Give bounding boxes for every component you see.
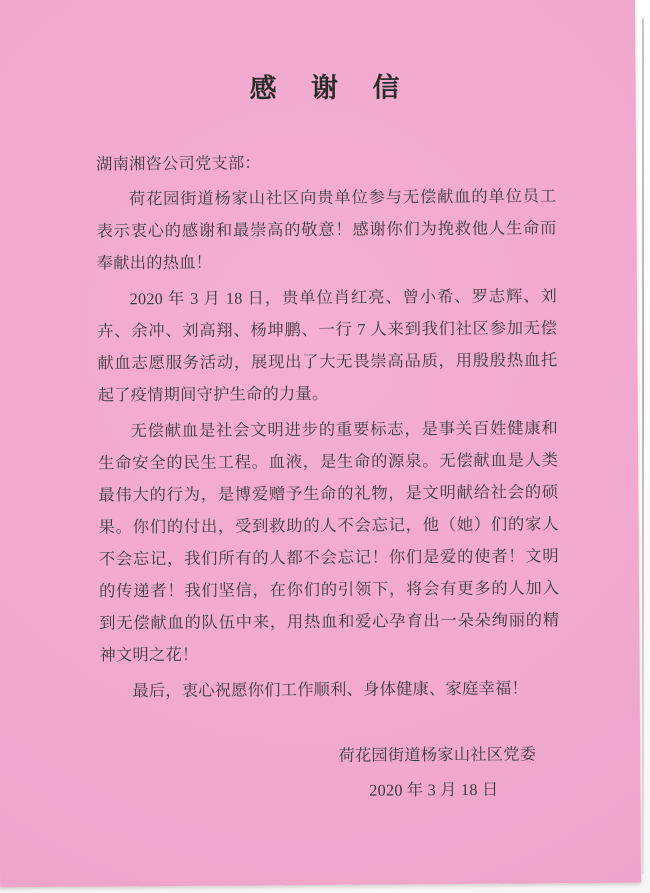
letter-signature: 荷花园街道杨家山社区党委: [338, 744, 537, 765]
letter-paragraph-thanks: 荷花园街道杨家山社区向贵单位参与无偿献血的单位员工表示衷心的感谢和最崇高的敬意！感谢你们为挽救他人生命而奉献出的热血！: [96, 186, 557, 273]
scan-page-edge-line: [642, 18, 644, 874]
letter-paragraph-wishes: 最后，衷心祝愿你们工作顺利、身体健康、家庭幸福！: [132, 678, 528, 701]
letter-salutation: 湖南湘咨公司党支部：: [96, 153, 261, 174]
letter-content: [95, 0, 561, 809]
signature-block: [100, 738, 560, 808]
letter-paragraph-event-details: 2020 年 3 月 18 日，贵单位肖红亮、曾小希、罗志辉、刘卉、余冲、刘高翔、杨坤鹏、一行 7 人来到我们社区参加无偿献血志愿服务活动，展现出了大无畏崇高品质，用殷殷热血托起了疫情期间守护生命的力量。: [97, 286, 558, 405]
letter-paragraph-praise: 无偿献血是社会文明进步的重要标志，是事关百姓健康和生命安全的民生工程。血液，是生命的源泉。无偿献血是人类最伟大的行为，是博爱赠予生命的礼物，是文明献给社会的硕果。你们的付出，受到救助的人不会忘记，他（她）们的家人不会忘记，我们所有的人都不会忘记！你们是爱的使者！文明的传递者！我们坚信，在你们的引领下，将会有更多的人加入到无偿献血的队伍中来，用热血和爱心孕育出一朵朵绚丽的精神文明之花！: [98, 418, 560, 665]
letter-title: 感 谢 信: [249, 72, 402, 104]
letter-date: 2020 年 3 月 18 日: [369, 779, 499, 800]
